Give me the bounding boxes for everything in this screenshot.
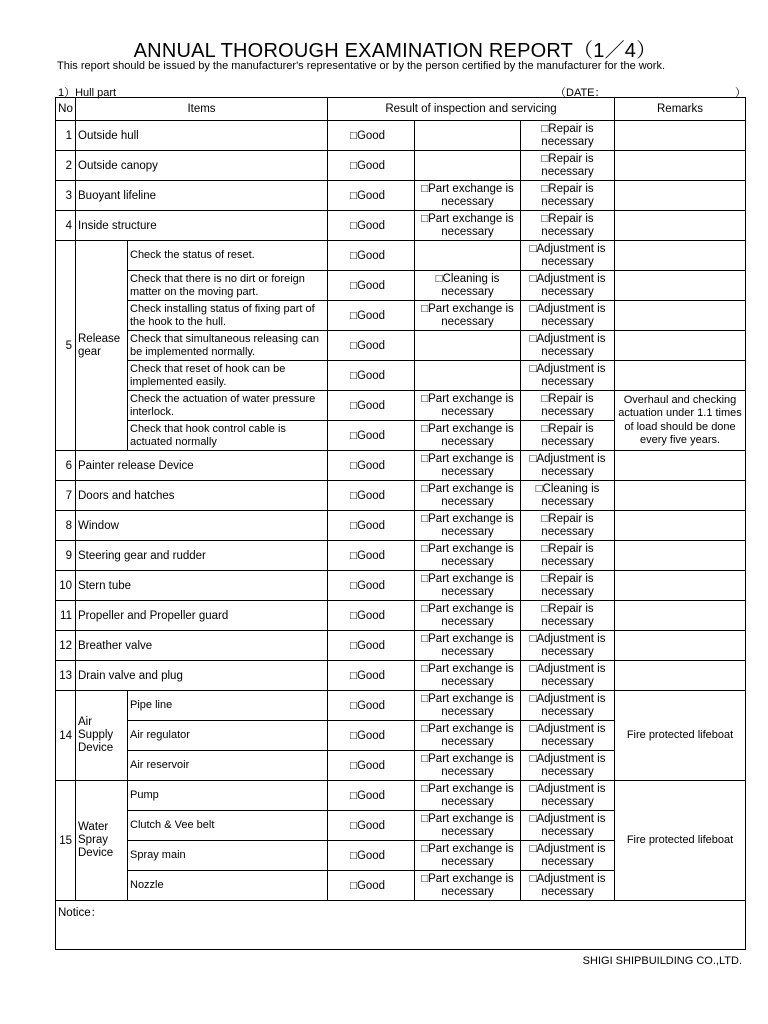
remarks-cell [615,661,746,691]
remarks-cell [615,271,746,301]
sub-item-label: Check that simultaneous releasing can be implemented normally. [128,331,328,361]
good-checkbox[interactable]: □Good [328,391,415,421]
repair-checkbox[interactable]: □Repair is necessary [521,421,615,451]
repair-checkbox[interactable]: □Repair is necessary [521,571,615,601]
header-no: No [56,98,76,121]
good-checkbox[interactable]: □Good [328,511,415,541]
cleaning-checkbox[interactable]: □Cleaning is necessary [415,271,521,301]
part-exchange-checkbox[interactable]: □Part exchange is necessary [415,691,521,721]
item-label: Inside structure [76,211,328,241]
good-checkbox[interactable]: □Good [328,121,415,151]
good-checkbox[interactable]: □Good [328,871,415,901]
part-exchange-checkbox[interactable]: □Part exchange is necessary [415,721,521,751]
remarks-cell [615,631,746,661]
remarks-cell [615,241,746,271]
good-checkbox[interactable]: □Good [328,451,415,481]
remarks-cell [615,541,746,571]
good-checkbox[interactable]: □Good [328,691,415,721]
row-number: 10 [56,571,76,601]
item-label: Buoyant lifeline [76,181,328,211]
repair-checkbox[interactable]: □Repair is necessary [521,601,615,631]
item-label: Doors and hatches [76,481,328,511]
row-number: 12 [56,631,76,661]
table-row [56,331,746,361]
cleaning-checkbox[interactable]: □Cleaning is necessary [521,481,615,511]
item-label: Outside canopy [76,151,328,181]
empty-cell [415,151,521,181]
sub-item-label: Check that reset of hook can be implemented easily. [128,361,328,391]
part-exchange-checkbox[interactable]: □Part exchange is necessary [415,871,521,901]
adjustment-checkbox[interactable]: □Adjustment is necessary [521,271,615,301]
repair-checkbox[interactable]: □Repair is necessary [521,511,615,541]
group-label: Water Spray Device [76,781,128,901]
row-number: 5 [56,241,76,451]
remarks-note: Overhaul and checking actuation under 1.1 times of load should be done every five years. [615,391,746,451]
remarks-cell [615,511,746,541]
sub-item-label: Spray main [128,841,328,871]
empty-cell [415,361,521,391]
table-row [56,391,746,421]
good-checkbox[interactable]: □Good [328,601,415,631]
adjustment-checkbox[interactable]: □Adjustment is necessary [521,721,615,751]
item-label: Outside hull [76,121,328,151]
sub-item-label: Check the status of reset. [128,241,328,271]
inspection-table [55,97,746,950]
date-close: ） [735,87,746,99]
part-exchange-checkbox[interactable]: □Part exchange is necessary [415,511,521,541]
repair-checkbox[interactable]: □Repair is necessary [521,121,615,151]
part-exchange-checkbox[interactable]: □Part exchange is necessary [415,811,521,841]
good-checkbox[interactable]: □Good [328,571,415,601]
part-exchange-checkbox[interactable]: □Part exchange is necessary [415,601,521,631]
part-exchange-checkbox[interactable]: □Part exchange is necessary [415,391,521,421]
notice-row [56,901,746,950]
good-checkbox[interactable]: □Good [328,541,415,571]
adjustment-checkbox[interactable]: □Adjustment is necessary [521,631,615,661]
table-row [56,151,746,181]
header-items: Items [76,98,328,121]
table-row [56,511,746,541]
sub-item-label: Air regulator [128,721,328,751]
remarks-cell [615,361,746,391]
table-row [56,781,746,811]
sub-item-label: Air reservoir [128,751,328,781]
repair-checkbox[interactable]: □Repair is necessary [521,391,615,421]
repair-checkbox[interactable]: □Repair is necessary [521,181,615,211]
remarks-cell [615,121,746,151]
row-number: 6 [56,451,76,481]
section-label: 1）Hull part [58,87,117,99]
row-number: 13 [56,661,76,691]
adjustment-checkbox[interactable]: □Adjustment is necessary [521,361,615,391]
row-number: 8 [56,511,76,541]
row-number: 15 [56,781,76,901]
good-checkbox[interactable]: □Good [328,841,415,871]
item-label: Painter release Device [76,451,328,481]
item-label: Stern tube [76,571,328,601]
remarks-note: Fire protected lifeboat [615,691,746,781]
table-row [56,691,746,721]
sub-item-label: Pipe line [128,691,328,721]
good-checkbox[interactable]: □Good [328,421,415,451]
notice-field[interactable]: Notice： [56,901,746,950]
part-exchange-checkbox[interactable]: □Part exchange is necessary [415,211,521,241]
item-label: Propeller and Propeller guard [76,601,328,631]
report-title: ANNUAL THOROUGH EXAMINATION REPORT（1／4） [133,40,657,62]
sub-item-label: Check the actuation of water pressure interlock. [128,391,328,421]
part-exchange-checkbox[interactable]: □Part exchange is necessary [415,481,521,511]
item-label: Steering gear and rudder [76,541,328,571]
adjustment-checkbox[interactable]: □Adjustment is necessary [521,751,615,781]
repair-checkbox[interactable]: □Repair is necessary [521,211,615,241]
part-exchange-checkbox[interactable]: □Part exchange is necessary [415,781,521,811]
adjustment-checkbox[interactable]: □Adjustment is necessary [521,781,615,811]
remarks-cell [615,601,746,631]
part-exchange-checkbox[interactable]: □Part exchange is necessary [415,421,521,451]
row-number: 4 [56,211,76,241]
table-row [56,301,746,331]
row-number: 3 [56,181,76,211]
remarks-cell [615,481,746,511]
part-exchange-checkbox[interactable]: □Part exchange is necessary [415,541,521,571]
table-row [56,241,746,271]
empty-cell [415,331,521,361]
good-checkbox[interactable]: □Good [328,361,415,391]
table-row [56,451,746,481]
row-number: 7 [56,481,76,511]
good-checkbox[interactable]: □Good [328,661,415,691]
good-checkbox[interactable]: □Good [328,481,415,511]
adjustment-checkbox[interactable]: □Adjustment is necessary [521,871,615,901]
repair-checkbox[interactable]: □Repair is necessary [521,541,615,571]
remarks-cell [615,331,746,361]
remarks-cell [615,211,746,241]
sub-item-label: Clutch & Vee belt [128,811,328,841]
table-row [56,631,746,661]
row-number: 2 [56,151,76,181]
part-exchange-checkbox[interactable]: □Part exchange is necessary [415,841,521,871]
empty-cell [415,241,521,271]
part-exchange-checkbox[interactable]: □Part exchange is necessary [415,661,521,691]
empty-cell [415,121,521,151]
item-label: Breather valve [76,631,328,661]
table-row [56,601,746,631]
adjustment-checkbox[interactable]: □Adjustment is necessary [521,841,615,871]
good-checkbox[interactable]: □Good [328,241,415,271]
table-row [56,181,746,211]
table-row [56,271,746,301]
good-checkbox[interactable]: □Good [328,751,415,781]
remarks-cell [615,571,746,601]
adjustment-checkbox[interactable]: □Adjustment is necessary [521,691,615,721]
report-subtitle: This report should be issued by the manufacturer's representative or by the person certified by the manufacturer for the work. [57,60,666,72]
sub-item-label: Check that there is no dirt or foreign matter on the moving part. [128,271,328,301]
group-label: Release gear [76,241,128,451]
sub-item-label: Pump [128,781,328,811]
remarks-cell [615,181,746,211]
table-row [56,571,746,601]
good-checkbox[interactable]: □Good [328,811,415,841]
good-checkbox[interactable]: □Good [328,151,415,181]
adjustment-checkbox[interactable]: □Adjustment is necessary [521,451,615,481]
remarks-note: Fire protected lifeboat [615,781,746,901]
company-name: SHIGI SHIPBUILDING CO.,LTD. [582,955,742,967]
good-checkbox[interactable]: □Good [328,631,415,661]
table-row [56,361,746,391]
table-row [56,121,746,151]
item-label: Window [76,511,328,541]
good-checkbox[interactable]: □Good [328,331,415,361]
header-row [56,98,746,121]
good-checkbox[interactable]: □Good [328,781,415,811]
group-label: Air Supply Device [76,691,128,781]
good-checkbox[interactable]: □Good [328,301,415,331]
adjustment-checkbox[interactable]: □Adjustment is necessary [521,811,615,841]
part-exchange-checkbox[interactable]: □Part exchange is necessary [415,181,521,211]
remarks-cell [615,451,746,481]
remarks-cell [615,151,746,181]
adjustment-checkbox[interactable]: □Adjustment is necessary [521,661,615,691]
table-row [56,661,746,691]
remarks-cell [615,301,746,331]
repair-checkbox[interactable]: □Repair is necessary [521,151,615,181]
part-exchange-checkbox[interactable]: □Part exchange is necessary [415,631,521,661]
item-label: Drain valve and plug [76,661,328,691]
part-exchange-checkbox[interactable]: □Part exchange is necessary [415,301,521,331]
date-label: （DATE： [555,87,606,99]
part-exchange-checkbox[interactable]: □Part exchange is necessary [415,751,521,781]
adjustment-checkbox[interactable]: □Adjustment is necessary [521,301,615,331]
good-checkbox[interactable]: □Good [328,181,415,211]
adjustment-checkbox[interactable]: □Adjustment is necessary [521,331,615,361]
row-number: 11 [56,601,76,631]
table-row [56,481,746,511]
sub-item-label: Check that hook control cable is actuated normally [128,421,328,451]
sub-item-label: Check installing status of fixing part of the hook to the hull. [128,301,328,331]
row-number: 1 [56,121,76,151]
row-number: 9 [56,541,76,571]
table-row [56,541,746,571]
good-checkbox[interactable]: □Good [328,271,415,301]
header-result: Result of inspection and servicing [328,98,615,121]
sub-item-label: Nozzle [128,871,328,901]
good-checkbox[interactable]: □Good [328,211,415,241]
part-exchange-checkbox[interactable]: □Part exchange is necessary [415,571,521,601]
header-remarks: Remarks [615,98,746,121]
part-exchange-checkbox[interactable]: □Part exchange is necessary [415,451,521,481]
row-number: 14 [56,691,76,781]
table-row [56,211,746,241]
good-checkbox[interactable]: □Good [328,721,415,751]
adjustment-checkbox[interactable]: □Adjustment is necessary [521,241,615,271]
